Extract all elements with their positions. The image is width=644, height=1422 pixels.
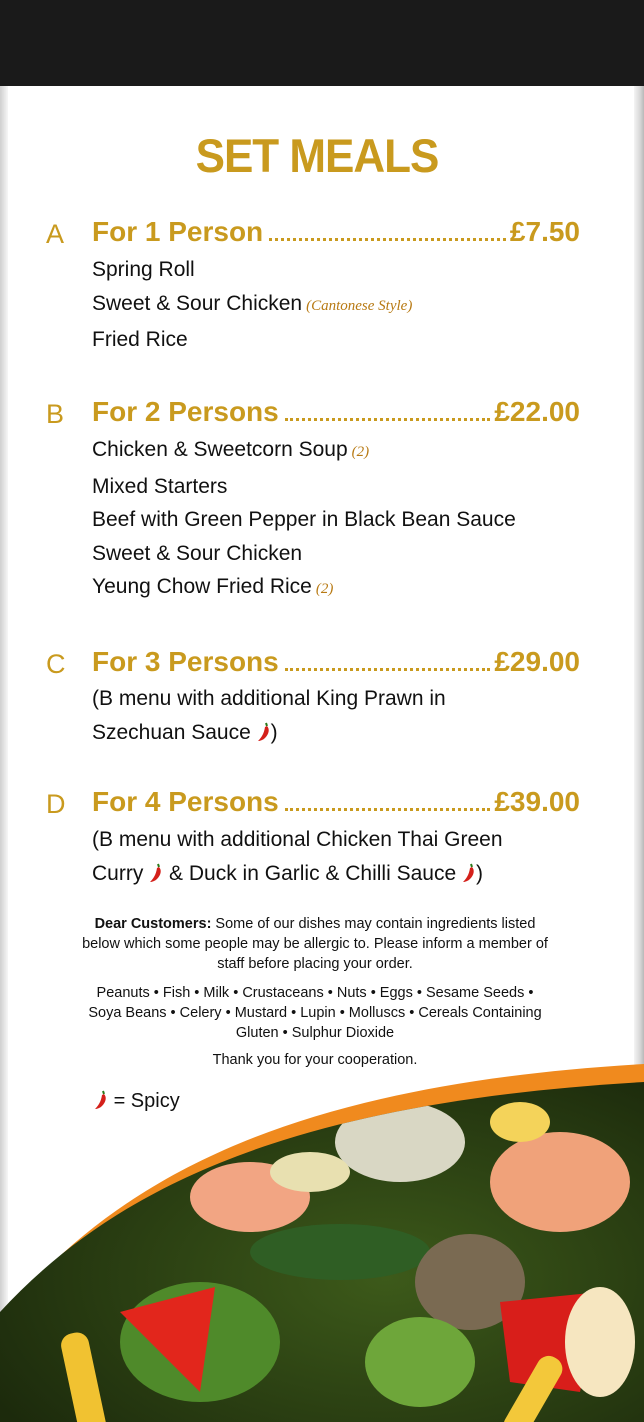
chili-icon bbox=[462, 863, 476, 883]
set-items bbox=[92, 253, 412, 357]
set-description bbox=[92, 682, 446, 749]
stir-fry-photo bbox=[0, 1062, 644, 1422]
item-note: (2) bbox=[351, 444, 370, 460]
desc-text: & Duck in Garlic & Chilli Sauce bbox=[169, 861, 457, 885]
desc-text: Szechuan Sauce bbox=[92, 720, 251, 744]
allergen-line: Peanuts • Fish • Milk • Crustaceans • Nuts • Eggs • Sesame Seeds • bbox=[96, 985, 534, 1001]
list-item: Beef with Green Pepper in Black Bean Sauce bbox=[92, 508, 516, 531]
leader-dots bbox=[285, 418, 491, 421]
desc-line bbox=[92, 857, 503, 891]
thanks-line: Thank you for your cooperation. bbox=[212, 1052, 418, 1068]
page-title: SET MEALS bbox=[195, 130, 439, 183]
legend-text: = Spicy bbox=[113, 1090, 180, 1112]
allergy-notice bbox=[40, 914, 590, 974]
desc-text: ) bbox=[475, 861, 483, 885]
desc-line: (B menu with additional Chicken Thai Green bbox=[92, 828, 503, 851]
set-letter: B bbox=[46, 399, 65, 429]
leader-dots bbox=[285, 808, 491, 811]
notice-line: staff before placing your order. bbox=[217, 956, 413, 972]
set-description bbox=[92, 823, 503, 890]
set-price: £7.50 bbox=[509, 216, 580, 247]
notice-text: Some of our dishes may contain ingredients listed bbox=[211, 916, 536, 932]
notice-bold: Dear Customers: bbox=[94, 916, 212, 932]
set-items bbox=[92, 433, 516, 607]
set-heading bbox=[92, 216, 580, 248]
list-item: Fried Rice bbox=[92, 328, 188, 351]
notice-line bbox=[40, 914, 590, 934]
allergen-list bbox=[40, 983, 590, 1043]
set-price: £29.00 bbox=[494, 646, 580, 677]
set-letter: A bbox=[46, 219, 65, 249]
set-letter: D bbox=[46, 789, 66, 819]
list-item bbox=[92, 287, 412, 324]
set-label: For 4 Persons bbox=[92, 786, 279, 817]
set-price: £39.00 bbox=[494, 786, 580, 817]
notice-line: below which some people may be allergic to. Please inform a member of bbox=[82, 936, 548, 952]
item-text: Yeung Chow Fried Rice bbox=[92, 575, 312, 598]
leader-dots bbox=[285, 668, 491, 671]
set-heading bbox=[92, 396, 580, 428]
desc-line: (B menu with additional King Prawn in bbox=[92, 687, 446, 710]
item-note: (2) bbox=[315, 581, 334, 597]
list-item bbox=[92, 570, 516, 607]
item-text: Sweet & Sour Chicken bbox=[92, 291, 303, 315]
chili-icon bbox=[149, 863, 163, 883]
list-item: Sweet & Sour Chicken bbox=[92, 541, 303, 565]
set-letter: C bbox=[46, 649, 66, 679]
item-note: (Cantonese Style) bbox=[306, 297, 413, 314]
set-label: For 3 Persons bbox=[92, 646, 279, 677]
list-item bbox=[92, 433, 516, 470]
set-label: For 1 Person bbox=[92, 216, 264, 247]
top-dark-band bbox=[0, 0, 644, 86]
set-heading bbox=[92, 786, 580, 818]
set-price: £22.00 bbox=[494, 396, 580, 427]
list-item: Spring Roll bbox=[92, 258, 195, 281]
leader-dots bbox=[269, 238, 506, 241]
set-heading bbox=[92, 646, 580, 678]
list-item: Mixed Starters bbox=[92, 474, 228, 498]
chili-icon bbox=[257, 722, 271, 742]
desc-text: Curry bbox=[92, 861, 144, 885]
allergen-line: Gluten • Sulphur Dioxide bbox=[235, 1025, 395, 1041]
set-label: For 2 Persons bbox=[92, 396, 279, 427]
desc-line bbox=[92, 716, 446, 750]
desc-text: ) bbox=[270, 720, 278, 744]
allergen-line: Soya Beans • Celery • Mustard • Lupin • Molluscs • Cereals Containing bbox=[88, 1005, 542, 1021]
item-text: Chicken & Sweetcorn Soup bbox=[92, 438, 348, 461]
